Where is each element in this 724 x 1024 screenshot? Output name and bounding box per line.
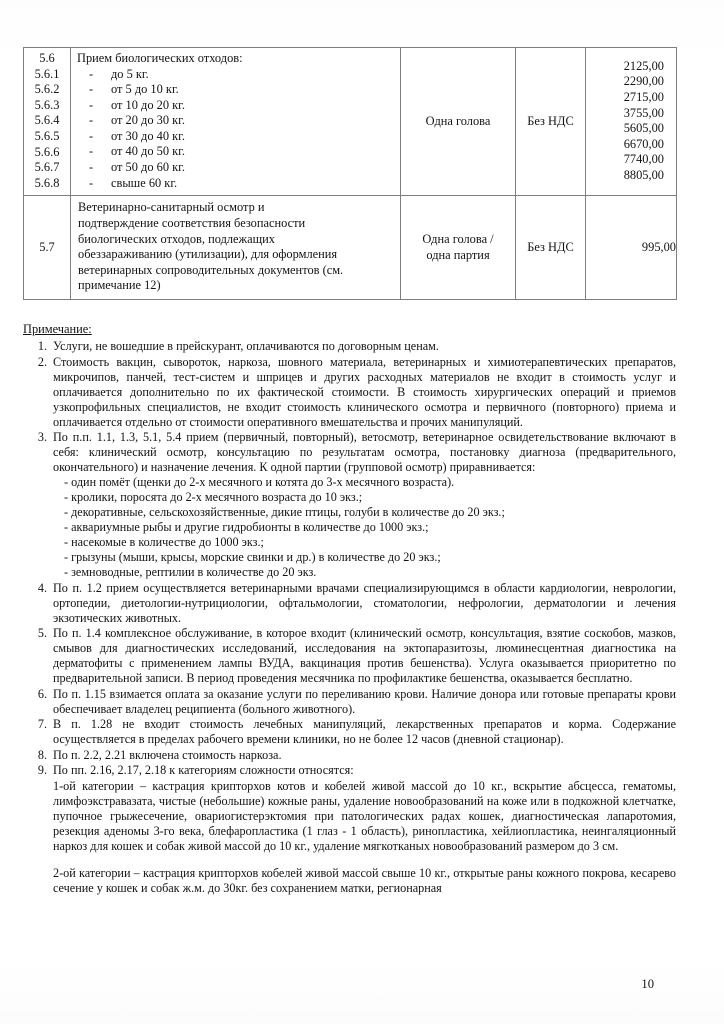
note-text: По п. 1.2 прием осуществляется ветеринарными врачами специализирующимся в области кардиологии, неврологии, ортопедии, диетологии-нутрициологии, офтальмологии, стоматологии, нефрологии, дерматологии и лечения экзотических животных.: [53, 580, 676, 625]
table-cell-service-names: [71, 48, 401, 196]
bullet-dash: -: [89, 128, 94, 143]
note-subitem: - декоративные, сельскохозяйственные, дикие птицы, голуби в количестве до 20 экз.;: [64, 505, 505, 519]
service-item-label: от 5 до 10 кг.: [111, 82, 179, 97]
note-subitem: - кролики, поросята до 2-х месячного возраста до 10 экз.;: [64, 490, 363, 504]
description-line: примечание 12): [78, 278, 161, 293]
note-subitem: - один помёт (щенки до 2-х месячного и котята до 3-х месячного возраста).: [64, 475, 455, 489]
table-row: [24, 48, 677, 196]
price-table: [23, 47, 677, 300]
service-group-title: Прием биологических отходов:: [77, 51, 243, 66]
service-item: [77, 160, 394, 176]
row-number: 5.6.3: [34, 97, 60, 112]
note-text: Услуги, не вошедшие в прейскурант, оплачиваются по договорным ценам.: [53, 339, 439, 353]
price-value: 2290,00: [623, 74, 664, 89]
note-category-text: 1-ой категории – кастрация крипторхов котов и кобелей живой массой до 10 кг., вскрытие абсцесса, гематомы, лимфоэкстравазата, чистые (небольшие) кожные раны, удаление новообразований на коже или в подкожной клетчатке, пупочное грыжесечение, овариогистерэктомия при патологических радах кошек, диагностическая лапаротомия, резекция аденомы 3-го века, блефаропластика (1 глаз - 1 область), ринопластика, хейлиопластика, неингаляционный наркоз для кошек и собак живой массой до 10 кг., удаление мягкотканых новообразований размером до 3 см.: [53, 778, 676, 853]
note-item: [53, 339, 676, 354]
note-category-text: 2-ой категории – кастрация крипторхов кобелей живой массой свыше 10 кг., открытые раны кожного покрова, кесарево сечение у кошек и собак ж.м. до 30кг. без сохранением матки, регионарная: [53, 865, 676, 895]
bullet-dash: -: [89, 97, 94, 112]
notes-section: [23, 322, 676, 908]
notes-list: [23, 339, 676, 896]
table-cell-numbers: [24, 48, 71, 196]
service-item: [77, 67, 394, 83]
service-item: [77, 113, 394, 129]
service-item: [77, 176, 394, 192]
service-item-label: до 5 кг.: [111, 66, 149, 81]
description-line: Ветеринарно-санитарный осмотр и: [78, 200, 265, 215]
bullet-dash: -: [89, 66, 94, 81]
note-item: [53, 626, 676, 686]
table-row: [24, 196, 677, 300]
bullet-dash: -: [89, 160, 94, 175]
note-sublist: [53, 475, 676, 580]
service-item: [77, 82, 394, 98]
table-cell-unit: [401, 196, 516, 300]
description-line: ветеринарных сопроводительных документов (см.: [78, 262, 344, 277]
note-item: [53, 717, 676, 747]
row-number: 5.6.2: [34, 82, 60, 97]
unit-line-2: одна партия: [426, 247, 490, 262]
service-item-label: от 10 до 20 кг.: [111, 97, 185, 112]
note-item: [53, 763, 676, 896]
bullet-dash: -: [89, 82, 94, 97]
service-item-label: от 50 до 60 кг.: [111, 160, 185, 175]
row-number: 5.6.4: [34, 113, 60, 128]
table-cell-prices: [586, 48, 677, 196]
table-cell-price: 995,00: [586, 196, 677, 300]
price-stack: [586, 56, 676, 188]
bullet-dash: -: [89, 113, 94, 128]
table-cell-description: [71, 196, 401, 300]
page-content: [23, 0, 677, 1024]
service-item: [77, 98, 394, 114]
note-text: По п. 2.2, 2.21 включена стоимость наркоза.: [53, 747, 282, 762]
service-name-stack: [71, 48, 400, 195]
note-subitem: - аквариумные рыбы и другие гидробионты в количестве до 1000 экз.;: [64, 520, 429, 534]
description-stack: [71, 196, 400, 299]
description-line: биологических отходов, подлежащих: [78, 231, 275, 246]
row-number: 5.6.5: [34, 128, 60, 143]
note-subitem: - грызуны (мыши, крысы, морские свинки и др.) в количестве до 20 экз.;: [64, 550, 441, 564]
service-item-label: от 40 до 50 кг.: [111, 144, 185, 159]
note-item: [53, 581, 676, 626]
service-item-label: от 20 до 30 кг.: [111, 113, 185, 128]
description-line: обеззараживанию (утилизации), для оформления: [78, 247, 338, 262]
price-value: 2715,00: [623, 89, 664, 104]
bullet-dash: -: [89, 175, 94, 190]
row-number: 5.6.6: [34, 144, 60, 159]
note-item: [53, 430, 676, 580]
table-cell-number: 5.7: [24, 196, 71, 300]
note-text: По п. 1.4 комплексное обслуживание, в которое входит (клинический осмотр, консультация, взятие соскобов, мазков, смывов для диагностических исследований, исследования на эктопаразитозы, люминесцентная диагностика на дерматофиты с применением лампы ВУДА, вакцинация против бешенства). Услуга оказывается приоритетно по предварительной записи. В период проведения месячника по профилактике бешенства, оказывается бесплатно.: [53, 626, 676, 685]
price-value: 7740,00: [623, 152, 664, 167]
price-value: 6670,00: [623, 136, 664, 151]
service-item-label: от 30 до 40 кг.: [111, 128, 185, 143]
row-number: 5.6: [39, 51, 55, 65]
row-number: 5.6.1: [34, 66, 60, 81]
note-subitem: - насекомые в количестве до 1000 экз.;: [64, 535, 264, 549]
service-item-label: свыше 60 кг.: [111, 175, 178, 190]
table-cell-unit: Одна голова: [401, 48, 516, 196]
note-subitem: - земноводные, рептилии в количестве до 20 экз.: [64, 565, 317, 579]
price-value: 2125,00: [623, 58, 664, 73]
note-item: [53, 748, 676, 763]
row-number: 5.6.8: [34, 175, 60, 190]
notes-heading: Примечание:: [23, 322, 92, 336]
row-number: 5.6.7: [34, 160, 60, 175]
note-text: По пп. 2.16, 2.17, 2.18 к категориям сложности относятся:: [53, 763, 354, 777]
note-text: Стоимость вакцин, сывороток, наркоза, шовного материала, ветеринарных и химиотерапевтических препаратов, микрочипов, панчей, тест-систем и шприцев и других расходных материалов не входит в стоимость услуг и оплачивается дополнительно по их фактической стоимости. В стоимость хирургических операций и приемов узкопрофильных специалистов, не входит стоимость клинического осмотра и первичного (повторного) приема и оплачивается отдельно от стоимости оперативного вмешательства и прочих манипуляций.: [53, 354, 676, 429]
table-cell-vat: Без НДС: [516, 196, 586, 300]
price-value: 5605,00: [623, 121, 664, 136]
table-cell-vat: Без НДС: [516, 48, 586, 196]
number-stack: [24, 48, 70, 195]
note-text: По п.п. 1.1, 1.3, 5.1, 5.4 прием (первичный, повторный), ветосмотр, ветеринарное освидетельствование включают в себя: клинический осмотр, консультацию по результатам осмотра, постановку диагноза (предварительного, окончательного) и назначение лечения. К одной партии (групповой осмотр) приравнивается:: [53, 430, 676, 474]
description-line: подтверждение соответствия безопасности: [78, 215, 306, 230]
note-text: По п. 1.15 взимается оплата за оказание услуги по переливанию крови. Наличие донора или готовые препараты крови обеспечивает владелец реципиента (больного животного).: [53, 686, 676, 716]
price-value: 8805,00: [623, 167, 664, 182]
page-number: 10: [641, 977, 654, 991]
note-item: [53, 355, 676, 430]
bullet-dash: -: [89, 144, 94, 159]
service-item: [77, 129, 394, 145]
note-text: В п. 1.28 не входит стоимость лечебных манипуляций, лекарственных препаратов и корма. Содержание осуществляется в пределах рабочего времени клиники, но не более 12 часов (дневной стационар).: [53, 717, 676, 746]
service-item: [77, 144, 394, 160]
note-item: [53, 687, 676, 717]
unit-line-1: Одна голова /: [422, 232, 494, 247]
price-value: 3755,00: [623, 105, 664, 120]
